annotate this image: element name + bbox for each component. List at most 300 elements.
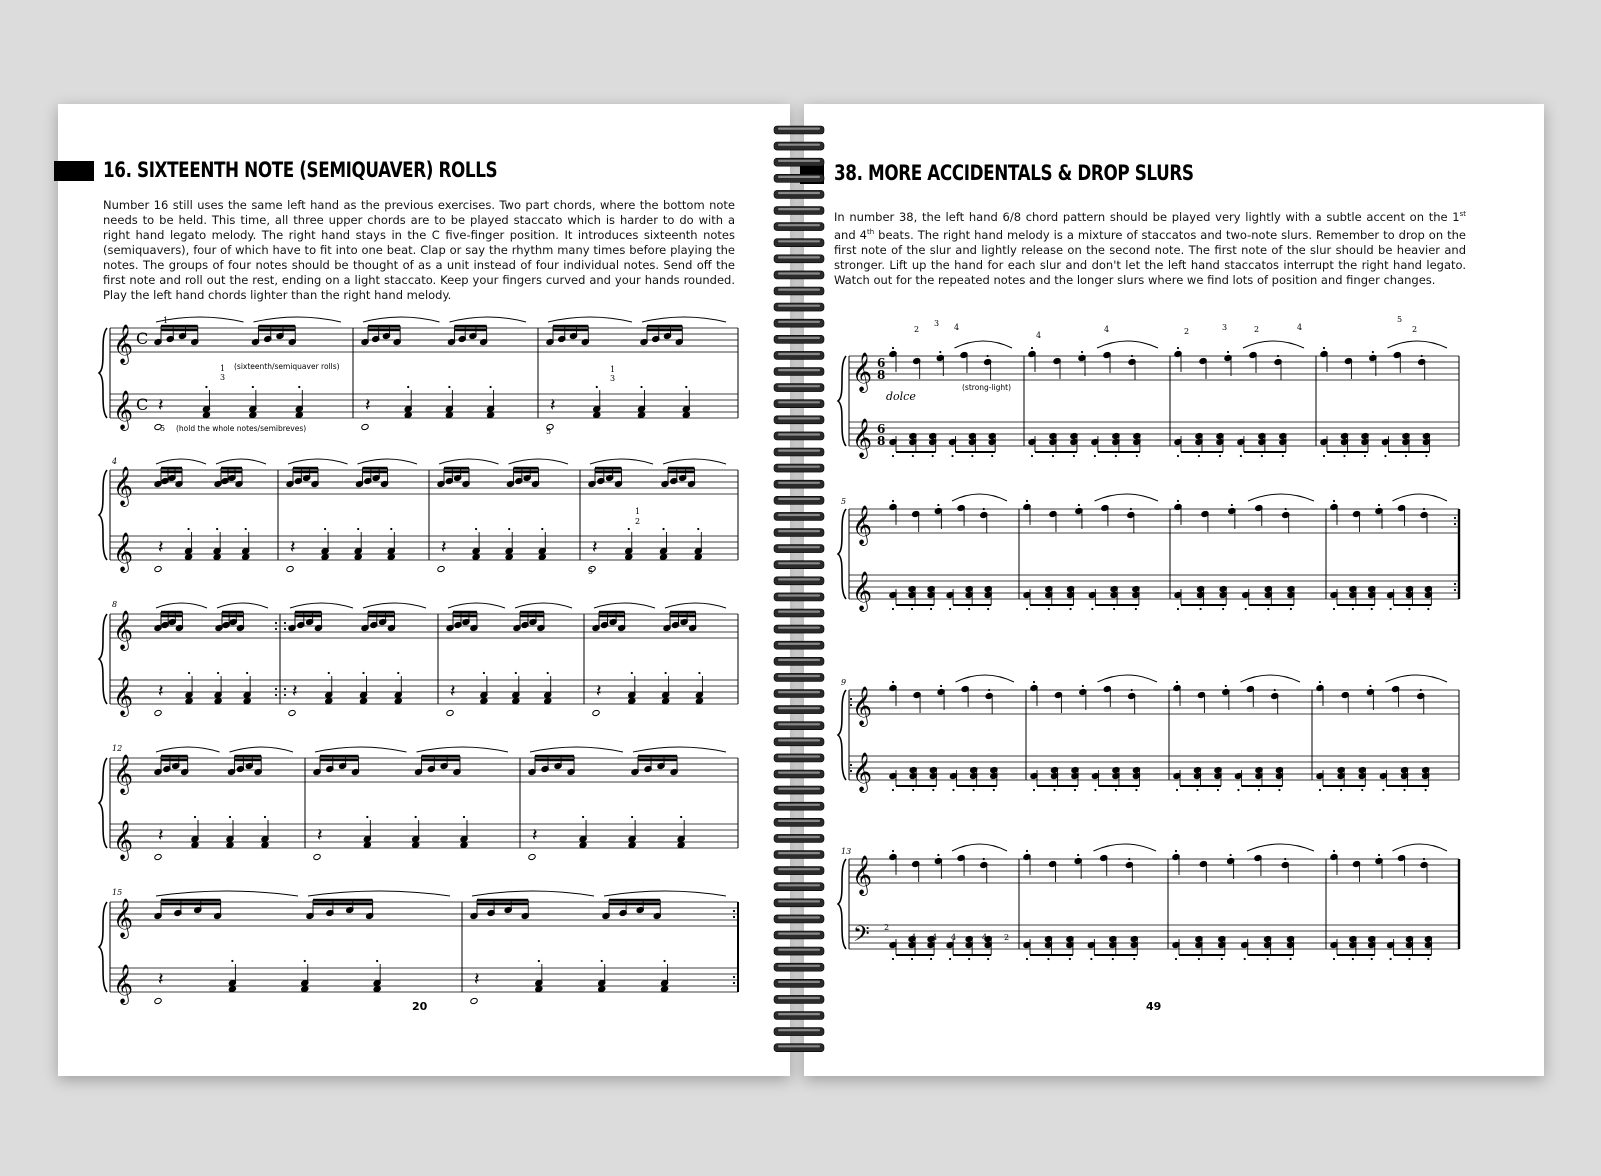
- staccato-dot: [952, 789, 954, 791]
- spiral-ring: [774, 995, 824, 1003]
- staccato-dot: [194, 816, 196, 818]
- staccato-dot: [1382, 789, 1384, 791]
- fingering: 5: [1397, 315, 1403, 324]
- spiral-ring-highlight: [778, 659, 820, 661]
- slur: [439, 459, 499, 464]
- treble-clef-icon: 𝄞: [113, 898, 134, 938]
- whole-note: [437, 565, 445, 572]
- staccato-dot: [850, 764, 852, 766]
- staccato-dot: [397, 672, 399, 674]
- spiral-ring: [774, 818, 824, 826]
- staccato-dot: [1369, 685, 1371, 687]
- staccato-dot: [733, 982, 735, 984]
- staccato-dot: [1230, 854, 1232, 856]
- staccato-dot: [892, 608, 894, 610]
- notehead: [472, 553, 480, 560]
- staccato-dot: [733, 910, 735, 912]
- brace: [838, 690, 846, 780]
- right-intro-part2: and 4: [834, 227, 867, 242]
- staccato-dot: [1361, 789, 1363, 791]
- spiral-ring: [774, 142, 824, 150]
- measure-number: 13: [841, 847, 852, 856]
- staccato-dot: [1378, 504, 1380, 506]
- notehead: [695, 697, 703, 704]
- spiral-ring: [774, 432, 824, 440]
- notehead: [404, 411, 412, 418]
- staccato-dot: [448, 386, 450, 388]
- notehead: [662, 697, 670, 704]
- slur: [216, 459, 266, 464]
- staccato-dot: [1421, 355, 1423, 357]
- right-intro-sup1: st: [1459, 210, 1466, 218]
- notehead: [394, 697, 402, 704]
- spiral-ring-highlight: [778, 933, 820, 935]
- notehead: [628, 841, 636, 848]
- staccato-dot: [1091, 608, 1093, 610]
- staccato-dot: [1333, 958, 1335, 960]
- spiral-ring-highlight: [778, 643, 820, 645]
- notehead: [261, 841, 269, 848]
- staccato-dot: [1196, 789, 1198, 791]
- spiral-ring: [774, 464, 824, 472]
- staccato-dot: [515, 672, 517, 674]
- staccato-dot: [983, 858, 985, 860]
- staccato-dot: [698, 672, 700, 674]
- slur: [1241, 675, 1301, 682]
- staccato-dot: [1128, 858, 1130, 860]
- spiral-ring-highlight: [778, 176, 820, 178]
- spiral-ring-highlight: [778, 450, 820, 452]
- staccato-dot: [252, 386, 254, 388]
- spiral-ring: [774, 271, 824, 279]
- fingering: 4: [951, 933, 957, 942]
- staccato-dot: [1425, 789, 1427, 791]
- staccato-dot: [983, 508, 985, 510]
- staccato-dot: [1454, 583, 1456, 585]
- staccato-dot: [1319, 789, 1321, 791]
- quarter-rest-icon: 𝄽: [317, 825, 323, 846]
- time-signature-top: 6: [877, 356, 886, 370]
- staccato-dot: [328, 672, 330, 674]
- staccato-dot: [1423, 858, 1425, 860]
- fingering: 3: [1222, 323, 1228, 332]
- staccato-dot: [1069, 608, 1071, 610]
- spiral-ring-highlight: [778, 160, 820, 162]
- staccato-dot: [911, 608, 913, 610]
- right-intro-sup2: th: [866, 227, 875, 236]
- whole-note: [313, 853, 321, 860]
- staccato-dot: [1130, 508, 1132, 510]
- staccato-dot: [1026, 850, 1028, 852]
- spiral-ring-highlight: [778, 627, 820, 629]
- spiral-ring: [774, 561, 824, 569]
- staccato-dot: [1420, 689, 1422, 691]
- spiral-ring-highlight: [778, 482, 820, 484]
- staccato-dot: [1454, 523, 1456, 525]
- whole-note: [286, 565, 294, 572]
- slur: [156, 459, 206, 464]
- treble-clef-icon: 𝄞: [852, 505, 873, 545]
- notehead: [694, 553, 702, 560]
- notehead: [628, 697, 636, 704]
- notehead: [544, 697, 552, 704]
- staccato-dot: [541, 528, 543, 530]
- spiral-ring: [774, 287, 824, 295]
- staccato-dot: [628, 528, 630, 530]
- staccato-dot: [1384, 455, 1386, 457]
- staccato-dot: [850, 698, 852, 700]
- staccato-dot: [1278, 789, 1280, 791]
- staccato-dot: [662, 528, 664, 530]
- staccato-dot: [1343, 455, 1345, 457]
- staccato-dot: [1221, 958, 1223, 960]
- spiral-ring: [774, 158, 824, 166]
- slur: [530, 747, 623, 752]
- time-signature-top: 6: [877, 422, 886, 436]
- staccato-dot: [187, 528, 189, 530]
- treble-clef-icon: 𝄞: [113, 610, 134, 650]
- slur: [1393, 844, 1448, 851]
- notehead: [593, 411, 601, 418]
- spiral-ring: [774, 786, 824, 794]
- treble-clef-icon: 𝄞: [113, 532, 134, 572]
- notehead: [359, 697, 367, 704]
- staccato-dot: [892, 850, 894, 852]
- treble-clef-icon: 𝄞: [852, 752, 873, 792]
- staccato-dot: [362, 672, 364, 674]
- staccato-dot: [912, 455, 914, 457]
- quarter-rest-icon: 𝄽: [592, 537, 598, 558]
- time-signature-bottom: 8: [877, 434, 886, 448]
- spiral-ring-highlight: [778, 852, 820, 854]
- spiral-ring: [774, 963, 824, 971]
- staccato-dot: [1267, 608, 1269, 610]
- slur: [230, 747, 294, 752]
- spiral-ring-highlight: [778, 772, 820, 774]
- treble-clef-icon: 𝄞: [113, 676, 134, 716]
- staccato-dot: [663, 960, 665, 962]
- staccato-dot: [463, 816, 465, 818]
- staccato-dot: [930, 958, 932, 960]
- staccato-dot: [1048, 608, 1050, 610]
- notehead: [505, 553, 513, 560]
- quarter-rest-icon: 𝄽: [441, 537, 447, 558]
- left-page: [58, 104, 790, 1076]
- slur: [363, 317, 440, 322]
- staccato-dot: [1222, 608, 1224, 610]
- staccato-dot: [284, 622, 286, 624]
- staccato-dot: [1244, 958, 1246, 960]
- staccato-dot: [685, 386, 687, 388]
- spiral-ring-highlight: [778, 997, 820, 999]
- notehead: [659, 553, 667, 560]
- spiral-ring: [774, 545, 824, 553]
- staccato-dot: [229, 816, 231, 818]
- staccato-dot: [1094, 455, 1096, 457]
- staccato-dot: [324, 528, 326, 530]
- staccato-dot: [245, 528, 247, 530]
- staccato-dot: [284, 628, 286, 630]
- staccato-dot: [1031, 347, 1033, 349]
- staccato-dot: [1231, 504, 1233, 506]
- spiral-ring-highlight: [778, 755, 820, 757]
- staccato-dot: [988, 689, 990, 691]
- time-signature: C: [136, 329, 149, 348]
- treble-clef-icon: 𝄞: [852, 418, 873, 458]
- staccato-dot: [971, 455, 973, 457]
- spiral-ring: [774, 190, 824, 198]
- slur: [952, 844, 1007, 851]
- staccato-dot: [1031, 455, 1033, 457]
- staccato-dot: [932, 789, 934, 791]
- annotation-hold: (hold the whole notes/semibreves): [176, 424, 307, 433]
- spiral-ring: [774, 867, 824, 875]
- staccato-dot: [216, 528, 218, 530]
- staccato-dot: [1282, 455, 1284, 457]
- staccato-dot: [993, 789, 995, 791]
- staccato-dot: [1219, 455, 1221, 457]
- staccato-dot: [1372, 351, 1374, 353]
- spiral-ring: [774, 239, 824, 247]
- time-signature: C: [136, 395, 149, 414]
- spiral-ring: [774, 754, 824, 762]
- left-intro-text: Number 16 still uses the same left hand as the previous exercises. Two part chords, where the bottom note needs to be held. This time, all three upper chords are to be played staccato which is harder to do with a right hand legato melody. The right hand stays in the C five-finger position. It introduces sixteenth notes (semiquavers), four of which have to fit into one beat. Clap or say the rhythm many times before playing the notes. The groups of four notes should be thought of as a unit instead of four individual notes. Send off the first note and roll out the rest, ending on a light staccato. Keep your fingers curved and your hands rounded. Play the left hand chords lighter than the right hand melody.: [103, 198, 735, 302]
- quarter-rest-icon: 𝄽: [158, 825, 164, 846]
- staccato-dot: [680, 816, 682, 818]
- slur: [156, 747, 220, 752]
- spiral-ring: [774, 899, 824, 907]
- staccato-dot: [275, 688, 277, 690]
- fingering: 5: [160, 424, 166, 433]
- staccato-dot: [284, 694, 286, 696]
- spiral-ring: [774, 931, 824, 939]
- staccato-dot: [188, 672, 190, 674]
- spiral-ring: [774, 738, 824, 746]
- staccato-dot: [1094, 789, 1096, 791]
- spiral-ring: [774, 496, 824, 504]
- fingering: 2: [1004, 933, 1010, 942]
- fingering: 1: [635, 507, 641, 516]
- notehead: [363, 841, 371, 848]
- fingering: 2: [1254, 325, 1260, 334]
- notehead: [249, 411, 257, 418]
- spiral-ring: [774, 448, 824, 456]
- spiral-ring: [774, 851, 824, 859]
- spiral-ring: [774, 303, 824, 311]
- notehead: [579, 841, 587, 848]
- whole-note: [154, 709, 162, 716]
- spiral-ring-highlight: [778, 1045, 820, 1047]
- staccato-dot: [1290, 608, 1292, 610]
- slur: [1247, 844, 1314, 851]
- staccato-dot: [475, 528, 477, 530]
- treble-clef-icon: 𝄞: [113, 324, 134, 364]
- slur: [594, 603, 655, 608]
- staccato-dot: [1340, 789, 1342, 791]
- staccato-dot: [1033, 681, 1035, 683]
- slur: [1386, 675, 1448, 682]
- staccato-dot: [1217, 789, 1219, 791]
- notehead: [301, 985, 309, 992]
- staccato-dot: [932, 455, 934, 457]
- staccato-dot: [1026, 500, 1028, 502]
- spiral-binding: [772, 120, 834, 1065]
- staccato-dot: [1133, 958, 1135, 960]
- measure-number: 12: [112, 744, 123, 753]
- staccato-dot: [1177, 500, 1179, 502]
- fingering: 5: [546, 427, 552, 436]
- fingering: 2: [635, 517, 641, 526]
- staccato-dot: [991, 455, 993, 457]
- slur: [1094, 844, 1157, 851]
- staccato-dot: [284, 688, 286, 690]
- staccato-dot: [1352, 608, 1354, 610]
- staccato-dot: [1176, 681, 1178, 683]
- staccato-dot: [217, 672, 219, 674]
- spiral-ring: [774, 979, 824, 987]
- staccato-dot: [304, 960, 306, 962]
- spiral-ring-highlight: [778, 965, 820, 967]
- spiral-ring: [774, 480, 824, 488]
- quarter-rest-icon: 𝄽: [365, 395, 371, 416]
- spiral-ring-highlight: [778, 820, 820, 822]
- spiral-ring-highlight: [778, 1029, 820, 1031]
- staccato-dot: [1078, 504, 1080, 506]
- spiral-ring: [774, 593, 824, 601]
- slur: [156, 317, 244, 322]
- whole-note: [592, 709, 600, 716]
- treble-clef-icon: 𝄞: [852, 352, 873, 392]
- staccato-dot: [631, 672, 633, 674]
- staccato-dot: [939, 351, 941, 353]
- spiral-ring: [774, 126, 824, 134]
- staccato-dot: [1390, 608, 1392, 610]
- notehead: [487, 411, 495, 418]
- notehead: [445, 411, 453, 418]
- staccato-dot: [1177, 347, 1179, 349]
- spiral-ring: [774, 512, 824, 520]
- notehead: [202, 411, 210, 418]
- staccato-dot: [1082, 685, 1084, 687]
- whole-note: [154, 565, 162, 572]
- staccato-dot: [1364, 455, 1366, 457]
- staccato-dot: [264, 816, 266, 818]
- slur: [1248, 494, 1314, 501]
- quarter-rest-icon: 𝄽: [290, 537, 296, 558]
- spiral-ring: [774, 641, 824, 649]
- spiral-ring: [774, 207, 824, 215]
- notehead: [185, 697, 193, 704]
- staccato-dot: [1277, 355, 1279, 357]
- slur: [1098, 675, 1158, 682]
- spiral-ring-highlight: [778, 353, 820, 355]
- slur: [604, 891, 726, 896]
- spiral-ring: [774, 384, 824, 392]
- slur: [1393, 494, 1448, 501]
- staccato-dot: [1333, 850, 1335, 852]
- fingering: 4: [932, 933, 938, 942]
- staccato-dot: [892, 347, 894, 349]
- notehead: [242, 553, 250, 560]
- slur: [156, 891, 298, 896]
- right-score: [804, 104, 1544, 1076]
- measure-number: 9: [841, 678, 847, 687]
- measure-number: 15: [112, 888, 123, 897]
- staccato-dot: [390, 528, 392, 530]
- notehead: [243, 697, 251, 704]
- staccato-dot: [547, 672, 549, 674]
- treble-clef-icon: 𝄞: [113, 754, 134, 794]
- spiral-ring-highlight: [778, 192, 820, 194]
- slur: [450, 317, 527, 322]
- slur: [1095, 494, 1159, 501]
- fingering: 1: [163, 316, 169, 325]
- staccato-dot: [1371, 608, 1373, 610]
- spiral-ring: [774, 673, 824, 681]
- spiral-ring: [774, 255, 824, 263]
- staccato-dot: [968, 958, 970, 960]
- spiral-ring-highlight: [778, 788, 820, 790]
- whole-note: [528, 853, 536, 860]
- quarter-rest-icon: 𝄽: [550, 395, 556, 416]
- staccato-dot: [1240, 455, 1242, 457]
- spiral-ring-highlight: [778, 144, 820, 146]
- staccato-dot: [1198, 455, 1200, 457]
- staccato-dot: [1136, 455, 1138, 457]
- spiral-ring-highlight: [778, 369, 820, 371]
- spiral-ring: [774, 577, 824, 585]
- spiral-ring-highlight: [778, 514, 820, 516]
- staccato-dot: [1454, 589, 1456, 591]
- notehead: [354, 553, 362, 560]
- staccato-dot: [1026, 608, 1028, 610]
- fingering: 3: [934, 319, 940, 328]
- slur: [509, 459, 569, 464]
- staccato-dot: [1177, 608, 1179, 610]
- spiral-ring: [774, 625, 824, 633]
- staccato-dot: [1427, 608, 1429, 610]
- brace: [838, 859, 846, 949]
- spiral-ring: [774, 400, 824, 408]
- spiral-ring: [774, 1028, 824, 1036]
- quarter-rest-icon: 𝄽: [474, 969, 480, 990]
- spiral-ring-highlight: [778, 321, 820, 323]
- staccato-dot: [582, 816, 584, 818]
- staccato-dot: [949, 608, 951, 610]
- staccato-dot: [1323, 455, 1325, 457]
- spiral-ring-highlight: [778, 900, 820, 902]
- spiral-ring-highlight: [778, 691, 820, 693]
- staccato-dot: [1074, 789, 1076, 791]
- right-intro-part3: beats. The right hand melody is a mixture of staccatos and two-note slurs. Remember to drop on the first note of the slur and lightly release on the second note. The first note of the slur should be heavier and stronger. Lift up the hand for each slur and don't let the left hand staccatos interrupt the right hand legato. Watch out for the repeated notes and the longer slurs where we find lots of position and finger changes.: [834, 227, 1466, 287]
- staccato-dot: [640, 386, 642, 388]
- staccato-dot: [987, 958, 989, 960]
- slur: [955, 341, 1013, 348]
- quarter-rest-icon: 𝄽: [158, 537, 164, 558]
- staccato-dot: [1319, 681, 1321, 683]
- spiral-ring: [774, 770, 824, 778]
- staccato-dot: [1390, 958, 1392, 960]
- staccato-dot: [489, 386, 491, 388]
- right-page: [804, 104, 1544, 1076]
- slur: [1097, 341, 1158, 348]
- staccato-dot: [850, 770, 852, 772]
- fingering: 2: [1184, 327, 1190, 336]
- brace: [99, 328, 107, 418]
- right-page-number: 49: [1146, 1000, 1162, 1013]
- fingering: 3: [610, 374, 616, 383]
- spiral-ring-highlight: [778, 224, 820, 226]
